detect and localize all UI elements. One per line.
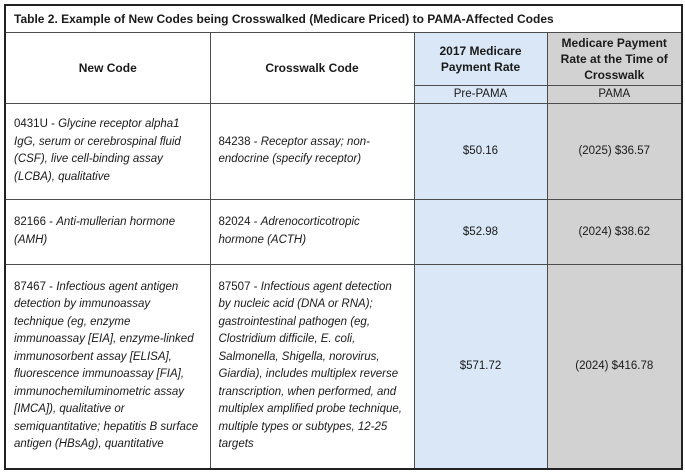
new-code-cell xyxy=(5,199,210,264)
pre-pama-rate-cell: $52.98 xyxy=(414,199,547,264)
table-row xyxy=(5,264,682,469)
subheader-pre-pama: Pre-PAMA xyxy=(414,85,547,103)
crosswalk-code-description: Infectious agent detection by nucleic acid (DNA or RNA); gastrointestinal pathogen (eg, Clostridium difficile, E. coli, Salmonella, Shigella, norovirus, Giardia), includes multiplex reverse transcription, when performed, and multiplex amplified probe technique, multiple types or subtypes, 12-25 targets xyxy=(218,280,402,451)
crosswalk-code-number: 87507 - xyxy=(218,280,261,293)
pama-rate-cell: (2025) $36.57 xyxy=(547,103,682,199)
new-code-description: Anti-mullerian hormone (AMH) xyxy=(14,216,176,246)
pama-rate-cell: (2024) $416.78 xyxy=(547,264,682,469)
header-row xyxy=(5,32,682,85)
crosswalk-code-cell xyxy=(210,103,414,199)
pre-pama-rate-cell: $50.16 xyxy=(414,103,547,199)
pre-pama-rate-cell: $571.72 xyxy=(414,264,547,469)
new-code-number: 82166 - xyxy=(14,216,57,228)
table-title: Table 2. Example of New Codes being Crosswalked (Medicare Priced) to PAMA-Affected Codes xyxy=(5,5,682,32)
table-title-row xyxy=(5,5,682,32)
crosswalk-code-cell xyxy=(210,199,414,264)
table-row xyxy=(5,199,682,264)
column-header-rate-at-time-of-crosswalk: Medicare Payment Rate at the Time of Crosswalk xyxy=(547,32,682,85)
new-code-description: Glycine receptor alpha1 IgG, serum or cerebrospinal fluid (CSF), live cell-binding assay (LCBA), qualitative xyxy=(14,118,181,183)
crosswalk-code-description: Receptor assay; non-endocrine (specify receptor) xyxy=(218,135,371,165)
column-header-crosswalk-code: Crosswalk Code xyxy=(210,32,414,103)
pama-crosswalk-table xyxy=(4,4,683,470)
pama-crosswalk-table-container xyxy=(4,4,681,470)
column-header-2017-medicare-payment-rate: 2017 Medicare Payment Rate xyxy=(414,32,547,85)
new-code-cell xyxy=(5,264,210,469)
crosswalk-code-cell xyxy=(210,264,414,469)
crosswalk-code-description: Adrenocorticotropic hormone (ACTH) xyxy=(218,216,360,246)
subheader-pama: PAMA xyxy=(547,85,682,103)
crosswalk-code-number: 84238 - xyxy=(218,135,261,148)
crosswalk-code-number: 82024 - xyxy=(218,216,261,228)
new-code-number: 87467 - xyxy=(14,280,57,293)
new-code-number: 0431U - xyxy=(14,118,59,130)
column-header-new-code: New Code xyxy=(5,32,210,103)
new-code-description: Infectious agent antigen detection by immunoassay technique (eg, enzyme immunoassay [EIA], enzyme-linked immunosorbent assay [ELISA], fluorescence immunoassay [FIA], immunochemiluminometric assay [IMCA]), qualitative or semiquantitative; hepatitis B surface antigen (HBsAg), quantitative xyxy=(14,280,199,451)
table-row xyxy=(5,103,682,199)
pama-rate-cell: (2024) $38.62 xyxy=(547,199,682,264)
new-code-cell xyxy=(5,103,210,199)
